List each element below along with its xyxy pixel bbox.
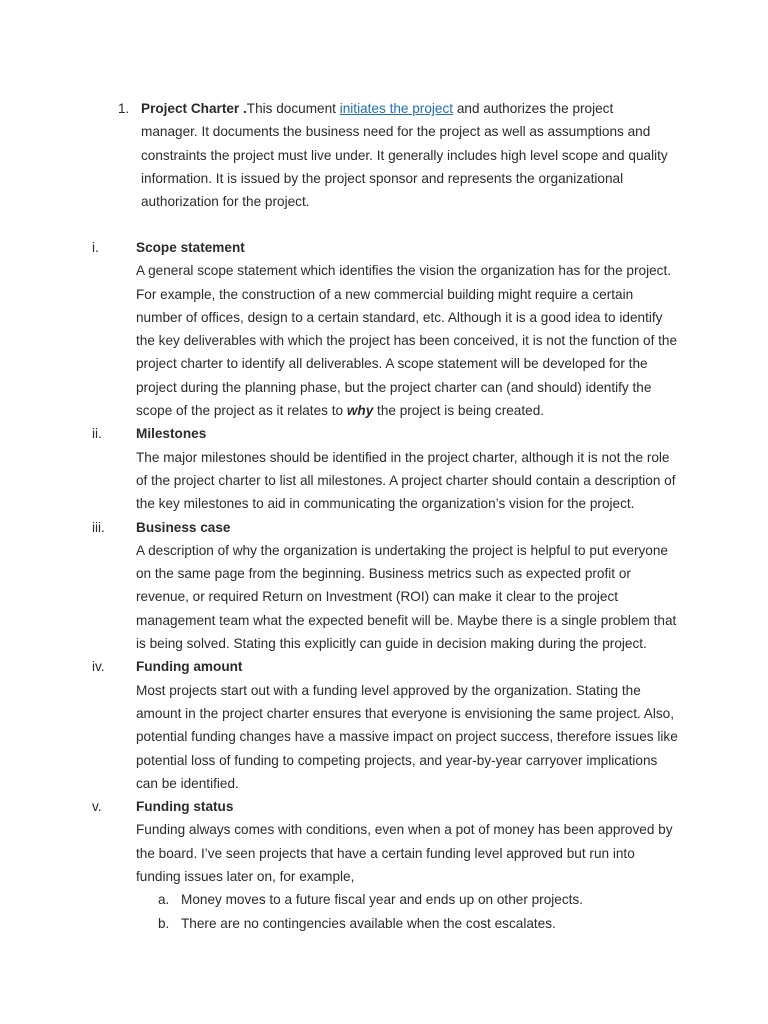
emphasis-why: why — [346, 403, 374, 419]
list-item — [158, 888, 678, 911]
sections-list — [0, 236, 768, 935]
list-letter: a. — [158, 892, 170, 908]
initiates-project-link[interactable]: initiates the project — [339, 101, 454, 116]
section-text: Funding always comes with conditions, even when a pot of money has been approved by the board. I’ve seen projects that have a certain funding level approved but run into funding issues later on, for example, — [136, 822, 673, 885]
funding-issues-list — [0, 888, 768, 935]
item-title: Project Charter . — [141, 101, 247, 116]
item-text-after-link: and authorizes the project manager. It documents the business need for the project as well as assumptions and constraints the project must live under. It generally includes high level scope and quality information. It is issued by the project sponsor and represents the organizational authorization for the project. — [141, 101, 668, 210]
list-letter: b. — [158, 915, 170, 931]
section-heading: Business case — [136, 519, 231, 535]
section-numeral: iv. — [92, 659, 105, 675]
section-numeral: iii. — [92, 519, 105, 535]
section-funding-amount — [0, 655, 768, 795]
section-text: Most projects start out with a funding level approved by the organization. Stating the amount in the project charter ensures that everyone is envisioning the same project. Also, potential funding changes have a massive impact on project success, therefore issues like potential loss of funding to competing projects, and year-by-year carryover implications can be identified. — [136, 682, 678, 791]
section-heading: Milestones — [136, 426, 207, 442]
list-item-body — [141, 97, 671, 213]
section-numeral: i. — [92, 240, 99, 255]
list-number: 1. — [118, 101, 130, 116]
section-numeral: ii. — [92, 426, 102, 442]
list-item-text: There are no contingencies available when the cost escalates. — [181, 915, 556, 931]
section-scope-statement — [0, 236, 768, 422]
section-numeral: v. — [92, 799, 102, 815]
section-milestones — [0, 422, 768, 515]
section-text: The major milestones should be identified in the project charter, although it is not the role of the project charter to list all milestones. A project charter should contain a description of the key milestones to aid in communicating the organization’s vision for the project. — [136, 449, 676, 512]
list-item-project-charter — [118, 97, 678, 213]
list-item — [158, 912, 678, 935]
section-business-case — [0, 516, 768, 656]
section-text: A description of why the organization is undertaking the project is helpful to put everyone on the same page from the beginning. Business metrics such as expected profit or revenue, or required Return on Investment (ROI) can make it clear to the project management team what the expected benefit will be. Maybe there is a single problem that is being solved. Stating this explicitly can guide in decision making during the project. — [136, 542, 677, 652]
section-text: A general scope statement which identifies the vision the organization has for the project. For example, the construction of a new commercial building might require a certain number of offices, design to a certain standard, etc. Although it is a good idea to identify the key deliverables with which the project has been conceived, it is not the function of the project charter to identify all deliverables. A scope statement will be developed for the project during the planning phase, but the project charter can (and should) identify the scope of the project as it relates to why the project is being created. — [136, 263, 678, 419]
section-funding-status — [0, 795, 768, 888]
list-item-text: Money moves to a future fiscal year and ends up on other projects. — [181, 892, 583, 908]
item-text-before-link: This document — [246, 101, 340, 116]
section-heading: Funding status — [136, 799, 234, 815]
section-heading: Scope statement — [136, 240, 245, 255]
section-heading: Funding amount — [136, 659, 243, 675]
